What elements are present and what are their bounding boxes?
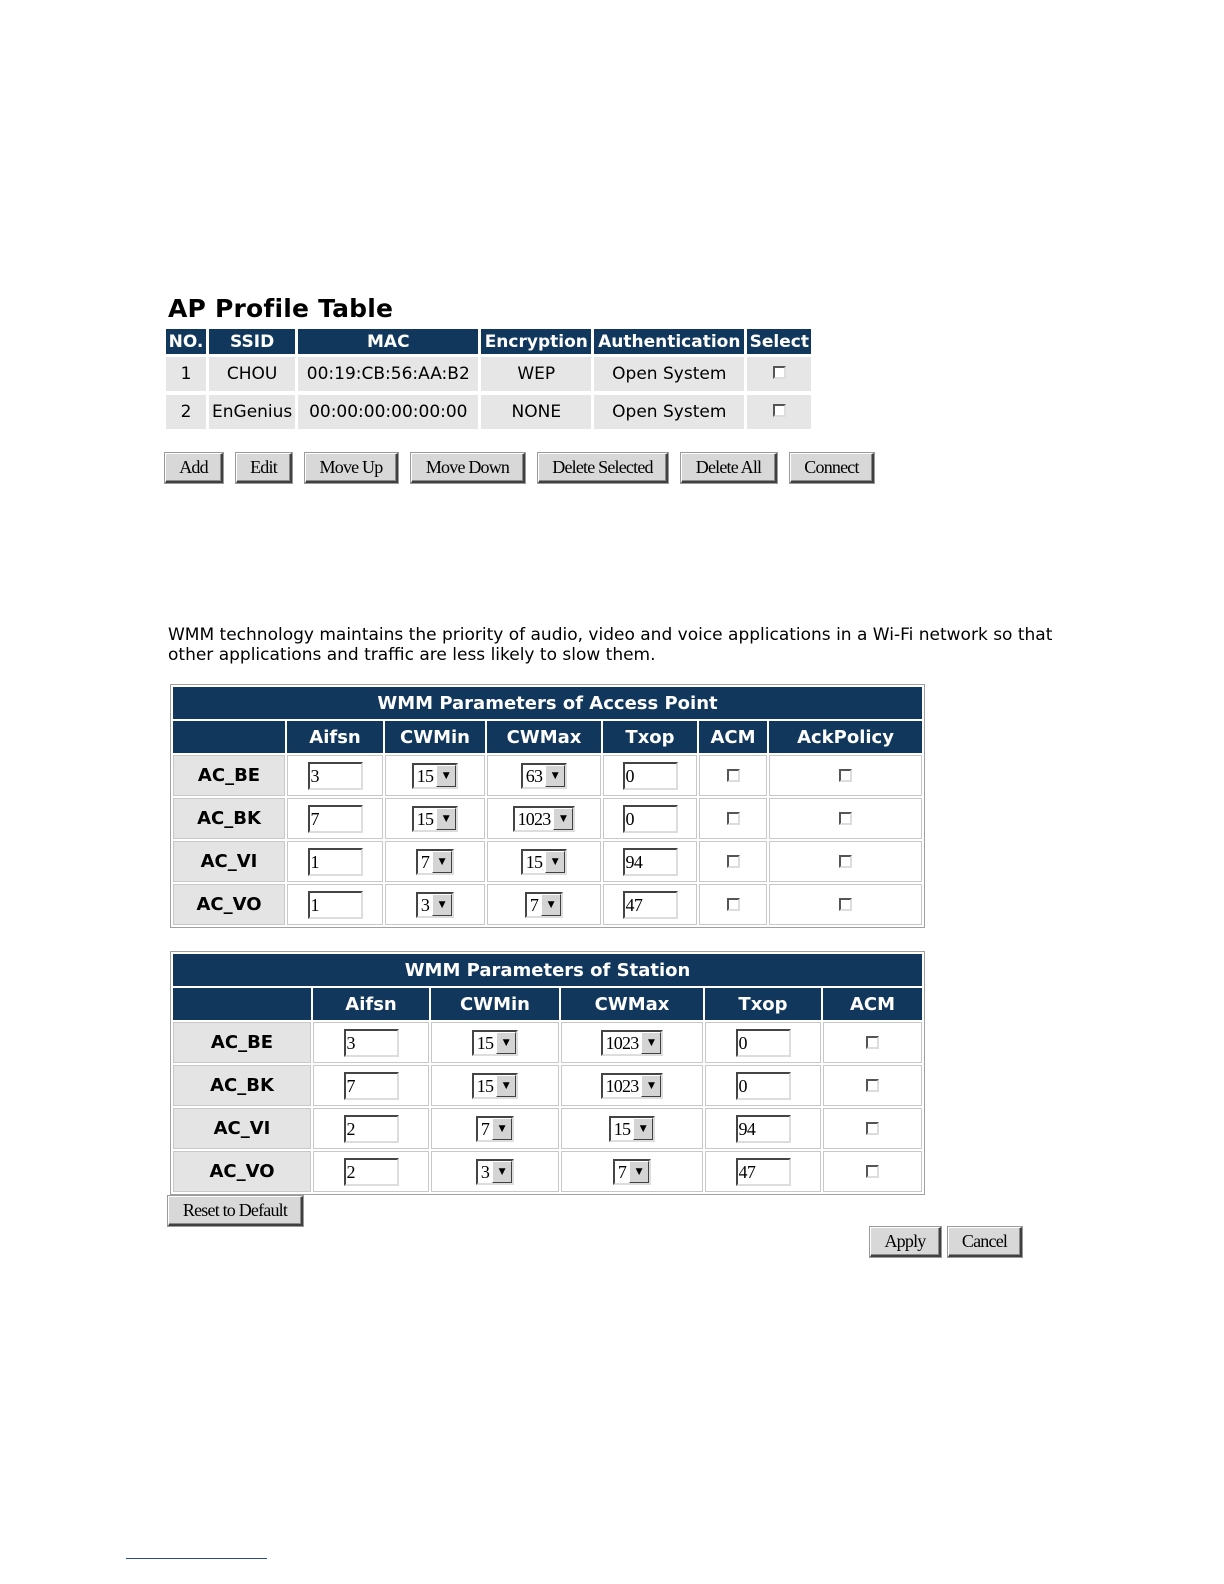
row-label: AC_BE xyxy=(173,1022,311,1063)
reset-to-default-button[interactable]: Reset to Default xyxy=(168,1196,303,1226)
col-header-ackpolicy: AckPolicy xyxy=(769,721,922,753)
acm-checkbox[interactable] xyxy=(866,1122,879,1135)
select-value: 1023 xyxy=(605,1075,639,1096)
txop-input[interactable] xyxy=(623,762,678,790)
cell-no: 2 xyxy=(166,391,206,429)
cell-select xyxy=(747,354,811,391)
chevron-down-icon: ▼ xyxy=(436,765,456,787)
cell-encryption: WEP xyxy=(481,354,591,391)
txop-input[interactable] xyxy=(623,805,678,833)
cancel-button[interactable]: Cancel xyxy=(948,1227,1022,1257)
chevron-down-icon: ▼ xyxy=(545,851,565,873)
cwmax-select[interactable] xyxy=(601,1030,664,1056)
edit-button[interactable]: Edit xyxy=(236,453,292,483)
row-label: AC_BE xyxy=(173,755,285,796)
cwmin-select[interactable] xyxy=(412,763,458,789)
delete-selected-button[interactable]: Delete Selected xyxy=(538,453,668,483)
select-value: 7 xyxy=(529,894,539,915)
row-label: AC_VO xyxy=(173,1151,311,1192)
wmm-ap-caption: WMM Parameters of Access Point xyxy=(173,687,922,719)
cwmax-select[interactable] xyxy=(525,892,563,918)
col-header-ssid: SSID xyxy=(209,329,295,354)
aifsn-input[interactable] xyxy=(344,1158,399,1186)
cwmin-select[interactable] xyxy=(416,892,454,918)
table-row xyxy=(173,1108,922,1149)
cell-mac: 00:00:00:00:00:00 xyxy=(298,391,478,429)
acm-checkbox[interactable] xyxy=(727,898,740,911)
txop-input[interactable] xyxy=(623,848,678,876)
wmm-ap-table xyxy=(170,684,925,928)
col-header-txop: Txop xyxy=(603,721,697,753)
apply-button[interactable]: Apply xyxy=(870,1227,941,1257)
chevron-down-icon: ▼ xyxy=(629,1161,649,1183)
cell-ssid: CHOU xyxy=(209,354,295,391)
chevron-down-icon: ▼ xyxy=(545,765,565,787)
move-up-button[interactable]: Move Up xyxy=(305,453,398,483)
chevron-down-icon: ▼ xyxy=(641,1032,661,1054)
chevron-down-icon: ▼ xyxy=(541,894,561,916)
cwmax-select[interactable] xyxy=(521,763,567,789)
ap-profile-title: AP Profile Table xyxy=(168,294,394,323)
footer-divider xyxy=(126,1558,267,1559)
table-row xyxy=(173,841,922,882)
txop-input[interactable] xyxy=(623,891,678,919)
aifsn-input[interactable] xyxy=(308,891,363,919)
table-row xyxy=(173,884,922,925)
chevron-down-icon: ▼ xyxy=(432,851,452,873)
select-value: 1023 xyxy=(605,1032,639,1053)
row-label: AC_VO xyxy=(173,884,285,925)
col-header-cwmin: CWMin xyxy=(431,988,559,1020)
cell-encryption: NONE xyxy=(481,391,591,429)
txop-input[interactable] xyxy=(736,1029,791,1057)
col-header-mac: MAC xyxy=(298,329,478,354)
select-value: 3 xyxy=(420,894,430,915)
chevron-down-icon: ▼ xyxy=(496,1032,516,1054)
cell-mac: 00:19:CB:56:AA:B2 xyxy=(298,354,478,391)
col-header-acm: ACM xyxy=(699,721,767,753)
cwmin-select[interactable] xyxy=(416,849,454,875)
row-label: AC_VI xyxy=(173,841,285,882)
col-header-txop: Txop xyxy=(705,988,821,1020)
row-label: AC_BK xyxy=(173,798,285,839)
chevron-down-icon: ▼ xyxy=(496,1075,516,1097)
table-row xyxy=(173,798,922,839)
acm-checkbox[interactable] xyxy=(866,1165,879,1178)
chevron-down-icon: ▼ xyxy=(553,808,573,830)
select-value: 15 xyxy=(416,765,434,786)
aifsn-input[interactable] xyxy=(308,848,363,876)
aifsn-input[interactable] xyxy=(344,1029,399,1057)
wmm-station-table xyxy=(170,951,925,1195)
cell-no: 1 xyxy=(166,354,206,391)
delete-all-button[interactable]: Delete All xyxy=(681,453,777,483)
col-header-authentication: Authentication xyxy=(594,329,744,354)
acm-checkbox[interactable] xyxy=(866,1079,879,1092)
aifsn-input[interactable] xyxy=(344,1115,399,1143)
col-header-select: Select xyxy=(747,329,811,354)
select-value: 1023 xyxy=(517,808,551,829)
txop-input[interactable] xyxy=(736,1115,791,1143)
cwmax-select[interactable] xyxy=(521,849,567,875)
col-header-blank xyxy=(173,721,285,753)
select-value: 15 xyxy=(476,1075,494,1096)
txop-input[interactable] xyxy=(736,1158,791,1186)
select-checkbox[interactable] xyxy=(773,366,786,379)
cell-select xyxy=(747,391,811,429)
cwmax-select[interactable] xyxy=(513,806,576,832)
col-header-acm: ACM xyxy=(823,988,922,1020)
cwmin-select[interactable] xyxy=(476,1159,514,1185)
select-value: 15 xyxy=(525,851,543,872)
cwmin-select[interactable] xyxy=(472,1030,518,1056)
ackpolicy-checkbox[interactable] xyxy=(839,812,852,825)
chevron-down-icon: ▼ xyxy=(436,808,456,830)
add-button[interactable]: Add xyxy=(165,453,223,483)
table-row xyxy=(173,755,922,796)
wmm-description: WMM technology maintains the priority of audio, video and voice applications in a Wi-Fi network so that other applications and traffic are less likely to slow them. xyxy=(168,625,1053,665)
col-header-blank xyxy=(173,988,311,1020)
col-header-no: NO. xyxy=(166,329,206,354)
table-row xyxy=(173,1065,922,1106)
cell-authentication: Open System xyxy=(594,354,744,391)
cell-authentication: Open System xyxy=(594,391,744,429)
move-down-button[interactable]: Move Down xyxy=(411,453,525,483)
ap-profile-table xyxy=(163,329,814,429)
select-checkbox[interactable] xyxy=(773,404,786,417)
cwmax-select[interactable] xyxy=(601,1073,664,1099)
acm-checkbox[interactable] xyxy=(866,1036,879,1049)
acm-checkbox[interactable] xyxy=(727,769,740,782)
chevron-down-icon: ▼ xyxy=(432,894,452,916)
col-header-aifsn: Aifsn xyxy=(287,721,383,753)
wmm-station-caption: WMM Parameters of Station xyxy=(173,954,922,986)
select-value: 7 xyxy=(420,851,430,872)
aifsn-input[interactable] xyxy=(308,762,363,790)
table-row xyxy=(173,1022,922,1063)
ackpolicy-checkbox[interactable] xyxy=(839,769,852,782)
table-row[interactable] xyxy=(166,391,811,429)
chevron-down-icon: ▼ xyxy=(633,1118,653,1140)
aifsn-input[interactable] xyxy=(308,805,363,833)
table-row xyxy=(173,1151,922,1192)
chevron-down-icon: ▼ xyxy=(492,1118,512,1140)
acm-checkbox[interactable] xyxy=(727,855,740,868)
cell-ssid: EnGenius xyxy=(209,391,295,429)
col-header-encryption: Encryption xyxy=(481,329,591,354)
row-label: AC_VI xyxy=(173,1108,311,1149)
ackpolicy-checkbox[interactable] xyxy=(839,898,852,911)
acm-checkbox[interactable] xyxy=(727,812,740,825)
col-header-cwmin: CWMin xyxy=(385,721,485,753)
cwmin-select[interactable] xyxy=(412,806,458,832)
select-value: 63 xyxy=(525,765,543,786)
cwmax-select[interactable] xyxy=(609,1116,655,1142)
select-value: 15 xyxy=(613,1118,631,1139)
chevron-down-icon: ▼ xyxy=(641,1075,661,1097)
cwmax-select[interactable] xyxy=(613,1159,651,1185)
connect-button[interactable]: Connect xyxy=(790,453,874,483)
col-header-aifsn: Aifsn xyxy=(313,988,429,1020)
select-value: 15 xyxy=(416,808,434,829)
select-value: 3 xyxy=(480,1161,490,1182)
cwmin-select[interactable] xyxy=(476,1116,514,1142)
select-value: 7 xyxy=(480,1118,490,1139)
col-header-cwmax: CWMax xyxy=(561,988,703,1020)
aifsn-input[interactable] xyxy=(344,1072,399,1100)
col-header-cwmax: CWMax xyxy=(487,721,601,753)
select-value: 7 xyxy=(617,1161,627,1182)
row-label: AC_BK xyxy=(173,1065,311,1106)
cwmin-select[interactable] xyxy=(472,1073,518,1099)
chevron-down-icon: ▼ xyxy=(492,1161,512,1183)
select-value: 15 xyxy=(476,1032,494,1053)
txop-input[interactable] xyxy=(736,1072,791,1100)
ackpolicy-checkbox[interactable] xyxy=(839,855,852,868)
table-row[interactable] xyxy=(166,354,811,391)
